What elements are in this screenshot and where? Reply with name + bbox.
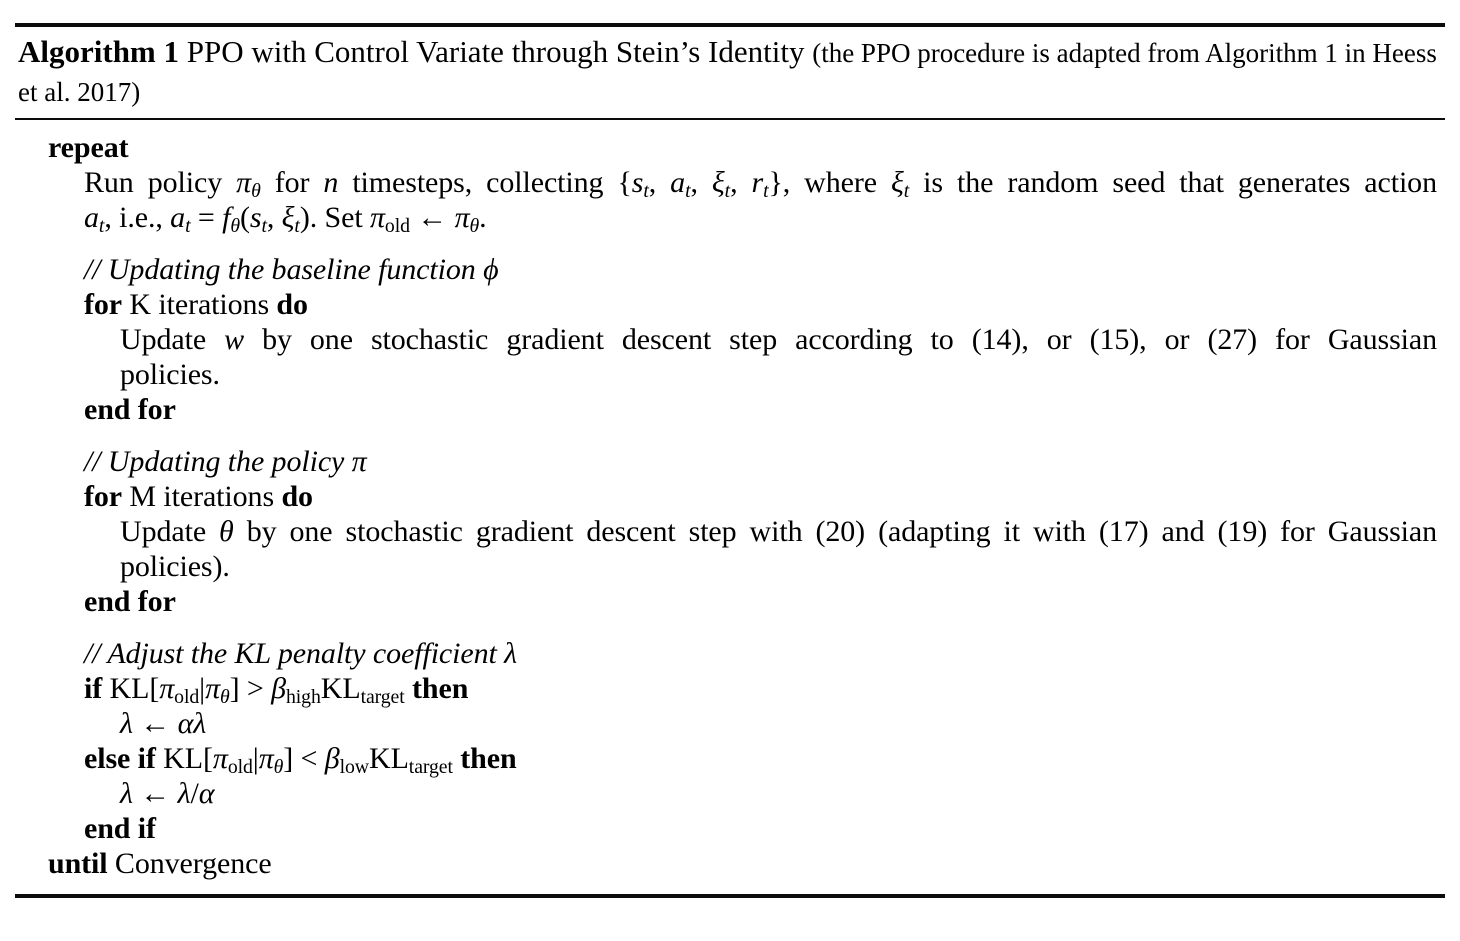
code-text: π (351, 445, 367, 478)
code-text: ( (239, 201, 250, 234)
code-text: t (903, 179, 910, 202)
algo-line (18, 392, 1437, 427)
code-text: α (198, 777, 215, 810)
code-text: timesteps, collecting { (338, 166, 632, 199)
algo-line (18, 584, 1437, 619)
code-text: π (205, 672, 220, 705)
code-text: t (724, 179, 731, 202)
algo-line (18, 514, 1437, 549)
code-text: , (690, 166, 712, 199)
code-text: a (84, 201, 99, 234)
keyword: do (281, 480, 313, 513)
code-text: , i.e., (104, 201, 171, 234)
code-text: β (271, 672, 286, 705)
code-text: λ (177, 777, 191, 810)
code-text: | (199, 672, 206, 705)
code-text: ξ (711, 166, 725, 199)
code-text: θ (219, 515, 234, 548)
code-text: for (260, 166, 324, 199)
algo-line (18, 811, 1437, 846)
keyword: end for (84, 585, 176, 618)
code-text: KL (320, 672, 361, 705)
algo-line (18, 479, 1437, 514)
algo-line (18, 287, 1437, 322)
keyword: end if (84, 812, 156, 845)
algo-line (18, 549, 1437, 584)
code-text: θ (251, 179, 261, 202)
code-text: λ (120, 777, 133, 810)
code-text: ξ (890, 166, 904, 199)
code-text: KL (369, 742, 409, 775)
code-text: t (261, 214, 267, 237)
keyword: for (84, 288, 123, 321)
code-text: λ (120, 707, 133, 740)
code-text: K iterations (122, 288, 277, 321)
code-text: Update (120, 515, 220, 548)
code-text: λ (504, 637, 518, 670)
code-text: t (98, 214, 105, 237)
algo-line (18, 130, 1437, 165)
code-text: , (730, 166, 752, 199)
code-text: ). Set (299, 201, 370, 234)
code-text: β (324, 742, 340, 775)
code-text: by one stochastic gradient descent step with (20) (adapting it with (17) and (19) for Gaussian (233, 515, 1437, 548)
keyword: then (412, 672, 469, 705)
code-text: target (360, 685, 405, 708)
algo-line (18, 846, 1437, 881)
code-text: θ (273, 755, 284, 778)
code-text: old (384, 214, 410, 237)
algo-line (18, 357, 1437, 392)
algo-line (18, 252, 1437, 287)
code-text: t (643, 179, 649, 202)
code-text: . (479, 201, 487, 234)
bottom-rule (15, 894, 1445, 898)
code-text: f (222, 201, 231, 234)
code-text: high (285, 685, 321, 708)
code-text: ] < (283, 742, 325, 775)
code-text: t (763, 179, 769, 202)
code-text: π (212, 742, 228, 775)
algo-line (18, 444, 1437, 479)
algorithm-title: PPO with Control Variate through Stein’s Identity (179, 34, 813, 69)
algo-line (18, 200, 1437, 235)
code-text: π (258, 742, 274, 775)
code-text: s (631, 166, 644, 199)
algo-line (18, 776, 1437, 811)
code-text: π (236, 166, 252, 199)
code-text: ← (132, 707, 178, 740)
code-text: M iterations (122, 480, 282, 513)
code-text: θ (469, 214, 480, 237)
code-text: t (294, 214, 300, 237)
code-text: π (159, 672, 175, 705)
keyword: do (276, 288, 308, 321)
code-text: Update (120, 323, 225, 356)
algo-line (18, 322, 1437, 357)
keyword: until (48, 847, 108, 880)
code-text: old (227, 755, 253, 778)
code-text: target (408, 755, 453, 778)
code-text: r (751, 166, 764, 199)
code-text: a (170, 201, 186, 234)
keyword: else if (84, 742, 156, 775)
code-text: θ (220, 685, 230, 708)
keyword: then (460, 742, 517, 775)
algo-line (18, 671, 1437, 706)
comment-text: // Adjust the KL penalty coefficient (84, 637, 505, 670)
code-text: ] > (229, 672, 272, 705)
algorithm-body (15, 120, 1445, 894)
keyword: end for (84, 393, 176, 426)
code-text: t (685, 179, 691, 202)
code-text: w (224, 323, 245, 356)
code-text: low (339, 755, 369, 778)
code-text: is the random seed that generates action (909, 166, 1437, 199)
algo-line (18, 636, 1437, 671)
code-text: ← (409, 201, 455, 234)
code-text: / (190, 777, 199, 810)
code-text: | (252, 742, 259, 775)
algorithm-label: Algorithm 1 (18, 34, 180, 69)
code-text (405, 672, 412, 705)
keyword: for (84, 480, 123, 513)
code-text: ← (132, 777, 178, 810)
code-text: ϕ (483, 253, 499, 286)
algorithm-figure (15, 23, 1445, 898)
algorithm-caption (15, 27, 1445, 118)
code-text: t (185, 214, 191, 237)
code-text: ξ (281, 201, 295, 234)
code-text: Convergence (107, 847, 272, 880)
code-text: Run policy (84, 166, 237, 199)
keyword: repeat (48, 131, 129, 164)
code-text: π (454, 201, 470, 234)
code-text: KL[ (155, 742, 213, 775)
code-text: policies. (120, 358, 220, 391)
code-text: KL[ (102, 672, 160, 705)
code-text: a (670, 166, 686, 199)
code-text: old (174, 685, 200, 708)
code-text: by one stochastic gradient descent step according to (14), or (15), or (27) for Gaussian (244, 323, 1438, 356)
algorithm-subtitle: (the PPO procedure is adapted from Algorithm 1 in Heess et al. 2017) (18, 38, 1437, 107)
comment-text: // Updating the baseline function (84, 253, 484, 286)
code-text: = (190, 201, 223, 234)
code-text: policies). (120, 550, 230, 583)
code-text: θ (230, 214, 240, 237)
algo-line (18, 165, 1437, 200)
code-text: π (369, 201, 385, 234)
code-text: }, where (768, 166, 891, 199)
algo-line (18, 741, 1437, 776)
code-text: αλ (177, 707, 207, 740)
comment-text: // Updating the policy (84, 445, 352, 478)
code-text: s (249, 201, 262, 234)
keyword: if (84, 672, 103, 705)
code-text: n (323, 166, 339, 199)
code-text: , (648, 166, 671, 199)
algo-line (18, 706, 1437, 741)
code-text: , (266, 201, 282, 234)
